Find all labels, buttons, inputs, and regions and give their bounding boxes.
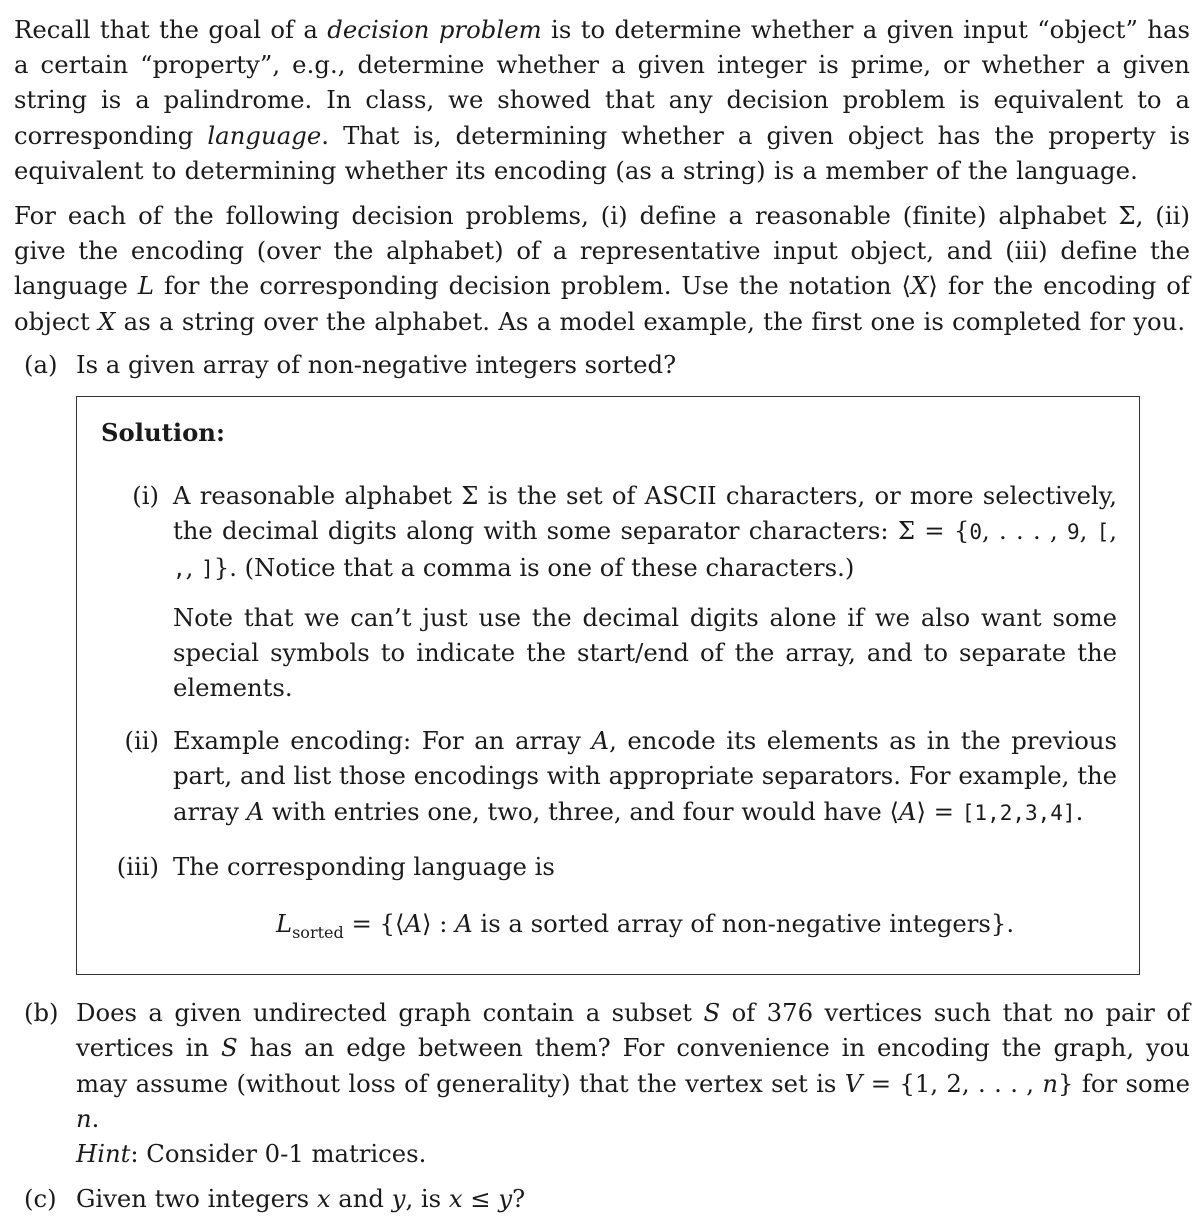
hint-label: Hint <box>76 1139 131 1169</box>
math-var: V <box>844 1068 863 1098</box>
text-run: and <box>330 1184 392 1214</box>
text-run: Recall that the goal of a <box>14 15 328 44</box>
mono-example-encoding: [1,2,3,4] <box>961 800 1076 825</box>
part-iii-label: (iii) <box>116 851 159 881</box>
text-run: A reasonable alphabet Σ is the set of ASCII characters, or more selectively, the decimal digits along with some separator characters: Σ = { <box>173 481 1117 546</box>
problem-b-label: (b) <box>24 998 59 1028</box>
text-run: ? <box>512 1184 526 1214</box>
problem-a-text: Is a given array of non-negative integers sorted? <box>76 349 677 379</box>
text-run: = {1, 2, . . . , <box>862 1068 1043 1098</box>
hint-text: : Consider 0-1 matrices. <box>130 1139 427 1169</box>
mono-symbol: [ <box>1096 520 1110 545</box>
mono-symbol: , <box>173 557 186 582</box>
solution-part-iii <box>101 849 1117 950</box>
math-var: y <box>391 1184 406 1214</box>
problem-b-text <box>76 995 1190 1171</box>
math-var: A <box>591 726 610 756</box>
part-i-note: Note that we can’t just use the decimal digits alone if we also want some special symbols to indicate the start/end of the array, and to separate the elements. <box>173 602 1117 703</box>
text-run: has an edge between them? For convenience in encoding the graph, you may assume (without loss of generality) that the vertex set is <box>76 1033 1190 1098</box>
math-var: L <box>137 271 155 301</box>
problem-c <box>14 1181 1190 1216</box>
intro-paragraph-2 <box>14 198 1190 339</box>
problem-c-label: (c) <box>24 1184 57 1214</box>
text-run: , <box>1109 516 1118 546</box>
text-run: = {⟨ <box>343 909 405 939</box>
math-var: A <box>246 796 265 826</box>
text-run: Example encoding: For an array <box>173 726 592 756</box>
mono-symbol: 0 <box>969 520 983 545</box>
text-run: }. (Notice that a comma is one of these characters.) <box>213 553 855 583</box>
text-run: Given two integers <box>76 1184 317 1214</box>
text-run: } for some <box>1058 1068 1191 1098</box>
text-run: . <box>1075 796 1084 826</box>
emphasis-language: language <box>207 120 322 150</box>
math-var: x <box>316 1184 331 1214</box>
math-var: L <box>275 909 293 939</box>
text-run: ⟩ for the encoding of object <box>14 271 1191 336</box>
text-run: . <box>91 1103 100 1133</box>
text-run: , <box>1079 516 1097 546</box>
part-iii-text: The corresponding language is <box>173 851 555 881</box>
math-var: X <box>911 271 929 301</box>
emphasis-decision-problem: decision problem <box>327 15 542 44</box>
problem-a <box>14 347 1190 382</box>
part-i-paragraph <box>173 478 1117 588</box>
math-var: y <box>498 1184 513 1214</box>
part-ii-label: (ii) <box>124 726 159 756</box>
text-run: is a sorted array of non-negative integers}. <box>472 909 1015 939</box>
part-i-body <box>173 478 1117 705</box>
text-run: . That is, determining whether a given object has the property is equivalent to determining whether its encoding (as a string) is a member of the language. <box>14 120 1190 185</box>
problem-c-text <box>76 1181 1190 1216</box>
problem-a-label: (a) <box>24 349 58 379</box>
text-run: for the corresponding decision problem. Use the notation ⟨ <box>154 271 912 301</box>
part-ii-body <box>173 723 1117 831</box>
text-run: of 376 vertices such that no pair of vertices in <box>76 998 1190 1063</box>
math-var: n <box>1042 1068 1059 1098</box>
solution-box <box>76 396 1140 975</box>
text-run: , . . . , <box>982 516 1067 546</box>
text-run: with entries one, two, three, and four would have ⟨ <box>264 796 899 826</box>
math-var: A <box>455 909 473 939</box>
math-subscript: sorted <box>292 923 344 943</box>
text-run: ≤ <box>462 1184 499 1214</box>
math-var: A <box>898 796 917 826</box>
text-run: ⟩ = <box>916 796 962 826</box>
part-iii-body <box>173 849 1117 950</box>
mono-symbol: ] <box>201 557 214 582</box>
text-run: as a string over the alphabet. As a model example, the first one is completed for you. <box>115 306 1186 336</box>
solution-part-ii <box>101 723 1117 831</box>
text-run: , is <box>405 1184 449 1214</box>
mono-symbol: 9 <box>1066 520 1080 545</box>
part-i-label: (i) <box>132 481 159 511</box>
math-var: S <box>221 1033 238 1063</box>
math-var: A <box>404 909 423 939</box>
text-run: , encode its elements as in the previous part, and list those encodings with appropriate separators. For example, the array <box>173 726 1118 826</box>
language-definition <box>173 906 1117 950</box>
text-run: is to determine whether a given input “object” has a certain “property”, e.g., determine whether a given integer is prime, or whether a given string is a palindrome. In class, we showed that any decision problem is equivalent to a corresponding <box>14 15 1190 150</box>
math-var: X <box>98 306 116 336</box>
text-run: For each of the following decision problems, (i) define a reasonable (finite) alphabet Σ, (ii) give the encoding (over the alphabet) of a representative input object, and (iii) define the language <box>14 201 1190 301</box>
document-page <box>14 12 1190 1216</box>
intro-paragraph-1 <box>14 12 1190 188</box>
text-run: , <box>185 553 202 583</box>
text-run: Does a given undirected graph contain a subset <box>76 998 704 1028</box>
solution-part-i <box>101 478 1117 705</box>
math-var: S <box>703 998 721 1028</box>
math-var: x <box>448 1184 463 1214</box>
solution-title: Solution: <box>101 418 225 448</box>
problem-b <box>14 995 1190 1171</box>
text-run: ⟩ : <box>422 909 456 939</box>
math-var: n <box>76 1103 92 1133</box>
